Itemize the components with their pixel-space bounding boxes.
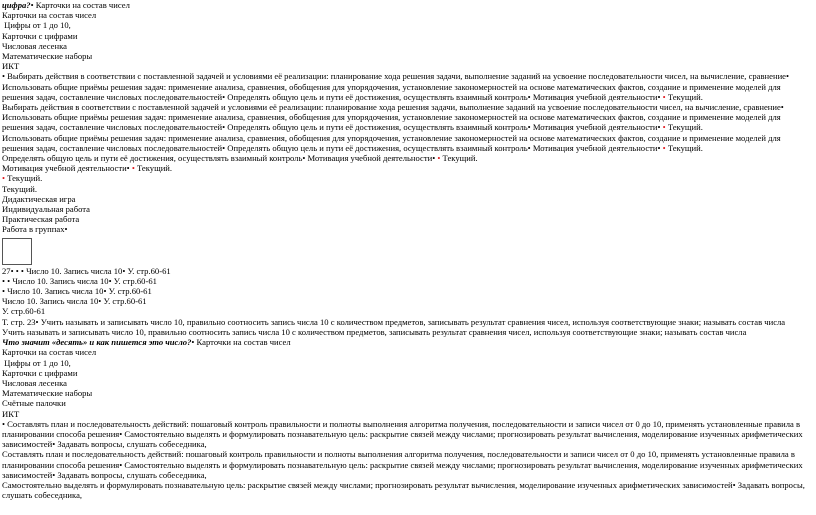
lesson-line: • • Число 10. Запись числа 10• У. стр.60-61	[2, 275, 157, 286]
goals-text: Определять общую цель и пути её достижения, осуществлять взаимный контроль• Мотивация учебной деятельности•	[2, 153, 436, 164]
red-bullet: •	[660, 122, 666, 133]
lesson-line: У. стр.60-61	[2, 306, 46, 317]
plan-paragraph-1: • Составлять план и последовательность действий: пошаговый контроль правильности и полноты выполнения алгоритма получения, последовательности и записи чисел от 0 до 10, применять установленные правила в планировании способа решения• Самостоятельно выделять и формулировать познавательную цель: раскрытие связей между числами; прогнозировать результат вычисления, моделирование изученных арифметических зависимостей• Задавать вопросы, слушать собеседника,	[2, 418, 803, 450]
goals-tail: Текущий.	[440, 153, 478, 164]
heading-rest: Карточки на состав чисел	[33, 0, 130, 10]
material-item: Цифры от 1 до 10,	[2, 20, 71, 31]
material-item: Числовая лесенка	[2, 377, 67, 388]
goals-text: Мотивация учебной деятельности•	[2, 163, 130, 174]
task-paragraph: Т. стр. 23• Учить называть и записывать число 10, правильно соотносить запись числа 10 с количеством предметов, записывать результат сравнения чисел, используя соответствующие знаки; называть состав числа	[2, 316, 786, 327]
material-item: ИКТ	[2, 61, 20, 72]
red-bullet: •	[660, 91, 666, 102]
goals-text: Выбирать действия в соответствии с поставленной задачей и условиями её реализации: планирование хода решения задачи, выполнение заданий на усвоение последовательности чисел, на вычисление, сравнение• Использовать общие приёмы решения задач: применение анализа, сравнения, обобщения для упорядочения, установление закономерностей на основе математических фактов, создание и применение моделей для решения задач, составление числовых последовательностей• Определять общую цель и пути её достижения, осуществлять взаимный контроль• Мотивация учебной деятельности•	[2, 71, 789, 102]
material-item: Карточки с цифрами	[2, 367, 78, 378]
red-bullet: •	[129, 163, 135, 174]
task-paragraph-2: Учить называть и записывать число 10, правильно соотносить запись числа 10 с количеством предметов, записывать результат сравнения чисел, используя соответствующие знаки; называть состав числа	[2, 326, 747, 337]
material-item: Карточки на состав чисел	[2, 10, 97, 21]
question-rest: Карточки на состав чисел	[194, 337, 291, 348]
red-bullet: •	[435, 153, 441, 164]
goals-tail: Текущий.	[665, 91, 703, 102]
goals-bullet: •	[2, 71, 6, 82]
goals-paragraph-5	[2, 163, 814, 173]
material-item: Математические наборы	[2, 388, 93, 399]
question-heading	[2, 337, 814, 347]
goals-tail: Текущий.	[665, 122, 703, 133]
group-work: Работа в группах•	[2, 224, 68, 235]
empty-image-placeholder	[2, 238, 32, 265]
material-item: Математические наборы	[2, 51, 93, 62]
form-item: Индивидуальная работа	[2, 204, 90, 215]
material-item: Числовая лесенка	[2, 40, 67, 51]
material-item: Карточки на состав чисел	[2, 347, 97, 358]
lesson-line: Число 10. Запись числа 10• У. стр.60-61	[2, 296, 147, 307]
form-item: Дидактическая игра	[2, 193, 76, 204]
control-type: Текущий.	[2, 183, 38, 194]
plan-paragraph-3: Самостоятельно выделять и формулировать познавательную цель: раскрытие связей между числами; прогнозировать результат вычисления, моделирование изученных арифметических зависимостей• Задавать вопросы, слушать собеседника,	[2, 479, 805, 501]
material-item: Счётные палочки	[2, 398, 66, 409]
red-bullet: •	[660, 142, 666, 153]
goals-paragraph-6	[2, 173, 814, 183]
red-bullet: •	[2, 173, 6, 184]
heading-tail: цифра?	[2, 0, 31, 10]
lesson-line: 27• • • Число 10. Запись числа 10• У. стр.60-61	[2, 265, 171, 276]
plan-paragraph-2: Составлять план и последовательность действий: пошаговый контроль правильности и полноты выполнения алгоритма получения, последовательности и записи чисел от 0 до 10, применять установленные правила в планировании способа решения• Самостоятельно выделять и формулировать познавательную цель: раскрытие связей между числами; прогнозировать результат вычисления, моделирование изученных арифметических зависимостей• Задавать вопросы, слушать собеседника,	[2, 449, 803, 480]
goals-paragraph-4	[2, 153, 814, 163]
goals-paragraph-3	[2, 133, 814, 153]
question-text: Что значит «десять» и как пишется это число?	[2, 337, 192, 348]
goals-paragraph-2	[2, 102, 814, 133]
top-heading	[2, 0, 814, 10]
material-item: Цифры от 1 до 10,	[2, 357, 71, 368]
goals-tail: Текущий.	[665, 142, 703, 153]
goals-tail: Текущий.	[5, 173, 43, 184]
goals-tail: Текущий.	[134, 163, 173, 174]
material-item: Карточки с цифрами	[2, 30, 78, 41]
form-item: Практическая работа	[2, 214, 80, 225]
question-bullet: •	[191, 337, 195, 348]
material-item: ИКТ	[2, 408, 20, 419]
goals-paragraph-1	[2, 71, 814, 102]
goals-text: Использовать общие приёмы решения задач: применение анализа, сравнения, обобщения для упорядочения, установление закономерностей на основе математических фактов, создание и применение моделей для решения задач, составление числовых последовательностей• Определять общую цель и пути её достижения, осуществлять взаимный контроль• Мотивация учебной деятельности•	[2, 132, 781, 153]
lesson-line: • Число 10. Запись числа 10• У. стр.60-61	[2, 286, 152, 297]
goals-text: Выбирать действия в соответствии с поставленной задачей и условиями её реализации: планирование хода решения задачи, выполнение заданий на усвоение последовательности чисел, на вычисление, сравнение• Использовать общие приёмы решения задач: применение анализа, сравнения, обобщения для упорядочения, установление закономерностей на основе математических фактов, создание и применение моделей для решения задач, составление числовых последовательностей• Определять общую цель и пути её достижения, осуществлять взаимный контроль• Мотивация учебной деятельности•	[2, 102, 784, 133]
heading-bullet: •	[30, 0, 34, 10]
